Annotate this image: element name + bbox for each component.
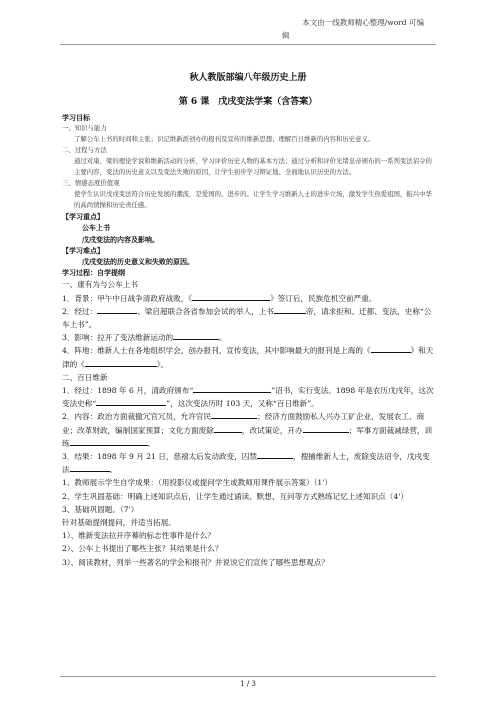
fill-blank[interactable] xyxy=(70,463,110,472)
question-item: 1）、维新变法拉开序幕的标志性事件是什么？ xyxy=(62,531,215,541)
question-item: 3）、阅读教材，列举一些著名的学会和报刊？并说说它们宣传了哪些思想观点？ xyxy=(62,557,329,567)
section-heading: 一、康有为与公车上书 xyxy=(62,280,138,290)
document-title: 秋人教版部编八年级历史上册 xyxy=(189,73,307,83)
outline-item: 1．经过：1898 年 6 月，清政府颁布“ ”诏书，实行变法。1898 年是农历戊戌年，这次变法史称“ ”，这次变法历时 103 天，又称“百日维新”。 xyxy=(62,386,434,409)
step-item: 1、教师展示学生自学成果：（用投影仪或提问学生或教师用课件展示答案）（1'） xyxy=(62,478,332,488)
outline-item: 3．影响：拉开了变法维新运动的 。 xyxy=(62,333,227,343)
fill-blank[interactable] xyxy=(70,437,148,446)
step-item: 2、学生巩固基础：明确上述知识点后，让学生通过诵读、默想、互问等方式熟练记忆上述知识点（4'） xyxy=(62,491,408,501)
fill-blank[interactable] xyxy=(211,410,257,419)
footer-rule xyxy=(60,676,436,677)
lesson-title: 第 6 课 戊戌变法学案（含答案） xyxy=(178,97,318,107)
document-body xyxy=(62,112,436,569)
outline-item: 2．内容：政治方面裁撤冗官冗员，允许官民 ；经济方面鼓励私人兴办工矿企业，发展农工、商业；改革财政，编制国家预算；文化方面废除 ，改试策论，开办 ；军事方面裁减绿营，训练 。 xyxy=(62,412,433,448)
header-note-line2: 辑 xyxy=(282,31,290,40)
difficult-point-item: 戊戌变法的历史意义和失败的原因。 xyxy=(82,257,194,267)
fill-blank[interactable] xyxy=(173,331,219,340)
fill-blank[interactable] xyxy=(85,358,157,367)
header-rule xyxy=(60,44,436,45)
page-number: 1 / 3 xyxy=(240,680,256,688)
fill-blank[interactable] xyxy=(303,424,349,433)
goal-section-1: 一、知识与能力 xyxy=(62,124,107,133)
outline-item: 3．结果：1898 年 9 月 21 日，慈禧太后发动政变，囚禁 ，搜捕维新人士，废除变法诏令，戊戌变法 。 xyxy=(62,452,430,475)
fill-blank[interactable] xyxy=(371,344,411,353)
outline-item: 2．经过： 、梁启超联合各省参加会试的举人，上书 帝，请求拒和、迁都、变法，史称“公车上书”。 xyxy=(62,306,432,330)
key-points-heading: 【学习重点】 xyxy=(62,212,104,222)
fill-blank[interactable] xyxy=(96,397,166,406)
fill-blank[interactable] xyxy=(274,305,306,314)
fill-blank[interactable] xyxy=(192,292,270,301)
goal-section-2-text: 通过对康、梁的理论学说和维新活动的分析，学习评价历史人物的基本方法；通过分析和评价光绪皇帝颁布的一系列变法诏令的主要内容，变法的历史意义以及变法失败的原因，让学生初步学习辩证地、全面地认识历史的方法。 xyxy=(74,157,432,177)
goal-section-3: 三、情感态度价值观 xyxy=(62,179,120,188)
question-item: 2）、公车上书提出了哪些主张？其结果是什么？ xyxy=(62,544,223,554)
page-header xyxy=(214,16,424,42)
fill-blank[interactable] xyxy=(193,384,271,393)
key-point-item: 戊戌变法的内容及影响。 xyxy=(82,234,159,244)
goal-section-2: 二、过程与方法 xyxy=(62,146,107,155)
outline-item: 1．背景：甲午中日战争清政府战败，《 》签订后，民族危机空前严重。 xyxy=(62,293,377,303)
step-item: 针对基础提纲提问，并适当拓展。 xyxy=(62,518,176,528)
goal-section-3-text: 使学生认识戊戌变法符合历史发展的潮流，是爱国的、进步的。让学生学习维新人士的进步立场，激发学生热爱祖国，振兴中华的高尚情操和历史责任感。 xyxy=(74,190,432,210)
section-heading: 二、百日维新 xyxy=(62,372,108,382)
fill-blank[interactable] xyxy=(214,424,242,433)
step-item: 3、基础巩固题。（7'） xyxy=(62,504,139,514)
goals-heading: 学习目标 xyxy=(62,113,90,122)
process-heading: 学习过程：自学提纲 xyxy=(62,268,125,278)
fill-blank[interactable] xyxy=(97,305,137,314)
header-note-line1: 本文由一线教师精心整理/word 可编 xyxy=(302,18,424,27)
goal-section-1-text: 了解公车上书的时间和主张；识记维新派创办的报刊及宣传的维新思想；理解百日维新的内容和历史意义。 xyxy=(74,135,375,144)
outline-item: 4．阵地：维新人士在各地组织学会，创办报刊，宣传变法，其中影响最大的报刊是上海的《 》和天津的《 》。 xyxy=(62,346,434,369)
difficult-points-heading: 【学习难点】 xyxy=(62,245,104,255)
key-point-item: 公车上书 xyxy=(82,223,110,233)
fill-blank[interactable] xyxy=(257,450,293,459)
